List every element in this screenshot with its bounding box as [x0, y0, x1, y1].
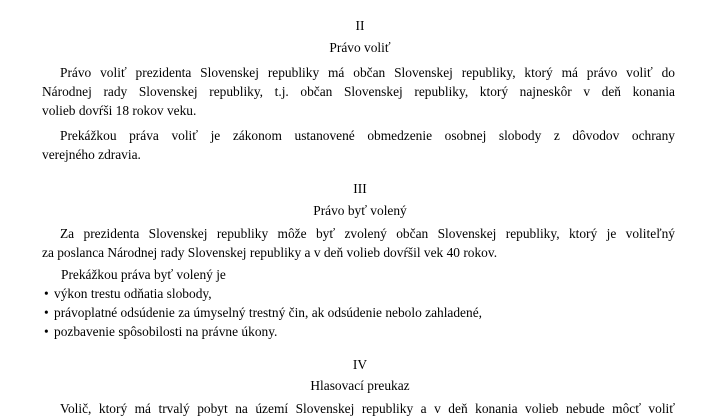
section-iv-paragraph-1 [42, 399, 675, 418]
paragraph-line: Volič, ktorý má trvalý pobyt na území Slovenskej republiky a v deň konania volieb nebude môcť voliť [60, 401, 675, 416]
paragraph-line: Za prezidenta Slovenskej republiky môže byť zvolený občan Slovenskej republiky, ktorý je voliteľný [60, 226, 675, 241]
section-iii-title: Právo byť volený [313, 203, 407, 218]
list-item-text: výkon trestu odňatia slobody, [54, 286, 212, 301]
bullet-icon: • [44, 286, 49, 301]
paragraph-line: volieb dovŕši 18 rokov veku. [42, 103, 197, 118]
list-item-text: pozbavenie spôsobilosti na právne úkony. [54, 324, 278, 339]
paragraph-line: Právo voliť prezidenta Slovenskej republiky má občan Slovenskej republiky, ktorý má právo voliť do [60, 65, 675, 80]
paragraph-line: Prekážkou práva voliť je zákonom ustanovené obmedzenie osobnej slobody z dôvodov ochrany [60, 128, 675, 143]
bullet-icon: • [44, 324, 49, 339]
list-item [44, 286, 212, 302]
section-iv-title: Hlasovací preukaz [310, 378, 410, 393]
bullet-icon: • [44, 305, 49, 320]
section-ii-title: Právo voliť [329, 40, 391, 55]
paragraph-line: Národnej rady Slovenskej republiky, t.j. občan Slovenskej republiky, ktorý najneskôr v deň konania [42, 84, 675, 99]
section-ii-numeral: II [355, 18, 365, 33]
section-iii-numeral: III [353, 181, 367, 196]
list-item-text: právoplatné odsúdenie za úmyselný trestný čin, ak odsúdenie nebolo zahladené, [54, 305, 482, 320]
section-ii-paragraph-1 [42, 63, 675, 120]
list-item [44, 305, 482, 321]
list-item [44, 324, 277, 340]
paragraph-line: za poslanca Národnej rady Slovenskej republiky a v deň volieb dovŕšil vek 40 rokov. [42, 245, 498, 260]
paragraph-line: verejného zdravia. [42, 147, 141, 162]
section-iii-list-intro: Prekážkou práva byť volený je [61, 267, 226, 282]
section-iii-paragraph-1 [42, 224, 675, 262]
section-ii-paragraph-2 [42, 126, 675, 164]
section-iv-numeral: IV [352, 357, 368, 372]
